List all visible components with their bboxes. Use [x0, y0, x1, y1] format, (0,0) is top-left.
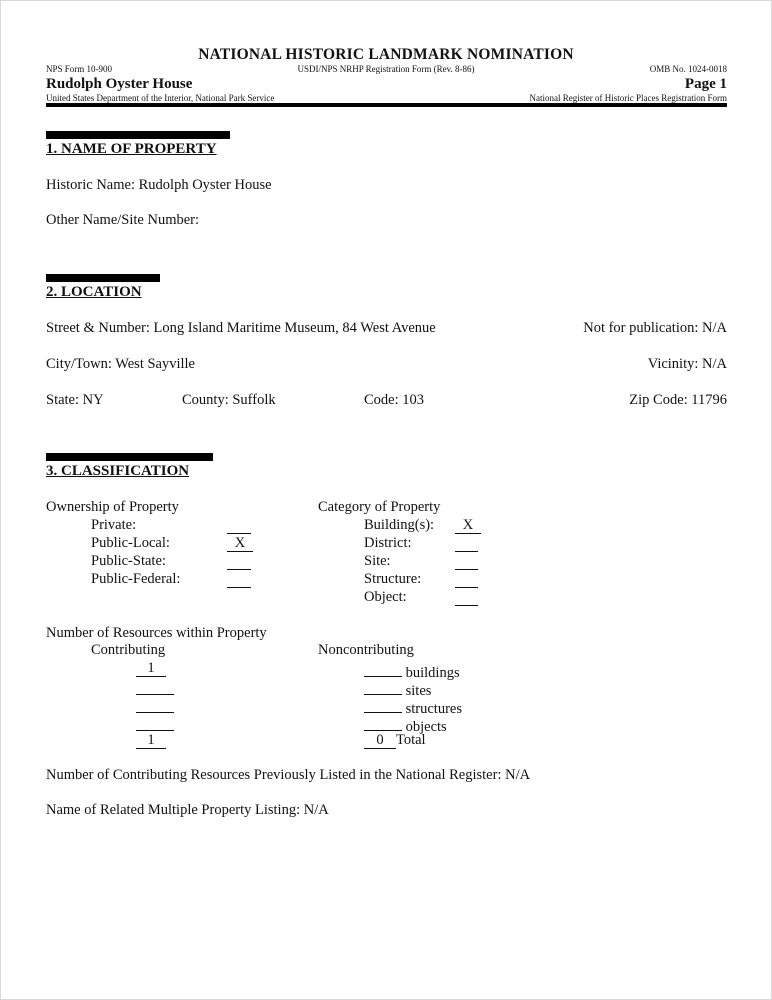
- noncontributing-objects-label: objects: [405, 719, 447, 735]
- noncontributing-buildings-label: buildings: [405, 665, 460, 681]
- noncontributing-structures-value: [364, 696, 402, 713]
- other-name: Other Name/Site Number:: [46, 212, 200, 228]
- noncontributing-buildings-value: [364, 660, 402, 677]
- county: County: Suffolk: [182, 392, 276, 408]
- noncontributing-label: Noncontributing: [318, 642, 414, 658]
- state: State: NY: [46, 392, 104, 408]
- noncontributing-total-label: Total: [396, 732, 426, 748]
- not-for-publication: Not for publication: N/A: [583, 320, 727, 336]
- previously-listed: Number of Contributing Resources Previously Listed in the National Register: N/A: [46, 767, 531, 783]
- ownership-public-federal-label: Public-Federal:: [91, 571, 181, 587]
- ownership-label: Ownership of Property: [46, 499, 179, 515]
- category-buildings-mark: X: [455, 517, 481, 534]
- ownership-public-state-mark: [227, 553, 251, 570]
- category-district-mark: [455, 535, 478, 552]
- contributing-total: 1: [136, 732, 166, 749]
- section-heading-location: 2. LOCATION: [46, 284, 142, 300]
- category-site-label: Site:: [364, 553, 391, 569]
- category-buildings-label: Building(s):: [364, 517, 435, 533]
- contributing-sites: [136, 678, 174, 695]
- noncontributing-objects-value: [364, 714, 402, 731]
- form-number: NPS Form 10-900: [46, 64, 113, 74]
- noncontributing-sites-label: sites: [405, 683, 432, 699]
- noncontributing-structures-label: structures: [405, 701, 462, 717]
- category-structure-mark: [455, 571, 478, 588]
- form-title: NATIONAL HISTORIC LANDMARK NOMINATION: [198, 46, 574, 63]
- omb-number: OMB No. 1024-0018: [649, 64, 727, 74]
- section-heading-classification: 3. CLASSIFICATION: [46, 463, 190, 479]
- section-bar: [46, 274, 160, 282]
- resources-label: Number of Resources within Property: [46, 625, 267, 641]
- contributing-structures: [136, 696, 174, 713]
- code: Code: 103: [364, 392, 425, 408]
- related-listing: Name of Related Multiple Property Listing: N/A: [46, 802, 329, 818]
- zip-code: Zip Code: 11796: [629, 392, 727, 408]
- page-number: Page 1: [684, 76, 727, 92]
- category-object-label: Object:: [364, 589, 407, 605]
- vicinity: Vicinity: N/A: [647, 356, 727, 372]
- historic-name: Historic Name: Rudolph Oyster House: [46, 177, 272, 193]
- section-bar: [46, 131, 230, 139]
- ownership-public-local-label: Public-Local:: [91, 535, 170, 551]
- category-label: Category of Property: [318, 499, 441, 515]
- register-form-name: National Register of Historic Places Registration Form: [529, 93, 727, 103]
- category-object-mark: [455, 589, 478, 606]
- city-town: City/Town: West Sayville: [46, 356, 195, 372]
- category-district-label: District:: [364, 535, 412, 551]
- section-heading-name: 1. NAME OF PROPERTY: [46, 141, 217, 157]
- contributing-objects: [136, 714, 174, 731]
- header-rule: [46, 103, 727, 107]
- agency-name: United States Department of the Interior, National Park Service: [46, 93, 275, 103]
- contributing-buildings: 1: [136, 660, 166, 677]
- ownership-public-federal-mark: [227, 571, 251, 588]
- section-bar: [46, 453, 213, 461]
- category-site-mark: [455, 553, 478, 570]
- form-revision: USDI/NPS NRHP Registration Form (Rev. 8-86): [297, 64, 475, 74]
- noncontributing-total-value: 0: [364, 732, 396, 749]
- ownership-public-state-label: Public-State:: [91, 553, 166, 569]
- category-structure-label: Structure:: [364, 571, 422, 587]
- ownership-private-label: Private:: [91, 517, 137, 533]
- street-number: Street & Number: Long Island Maritime Museum, 84 West Avenue: [46, 320, 436, 336]
- property-name-header: Rudolph Oyster House: [46, 76, 193, 92]
- noncontributing-sites-value: [364, 678, 402, 695]
- ownership-private-mark: [227, 517, 251, 534]
- ownership-public-local-mark: X: [227, 535, 253, 552]
- contributing-label: Contributing: [91, 642, 166, 658]
